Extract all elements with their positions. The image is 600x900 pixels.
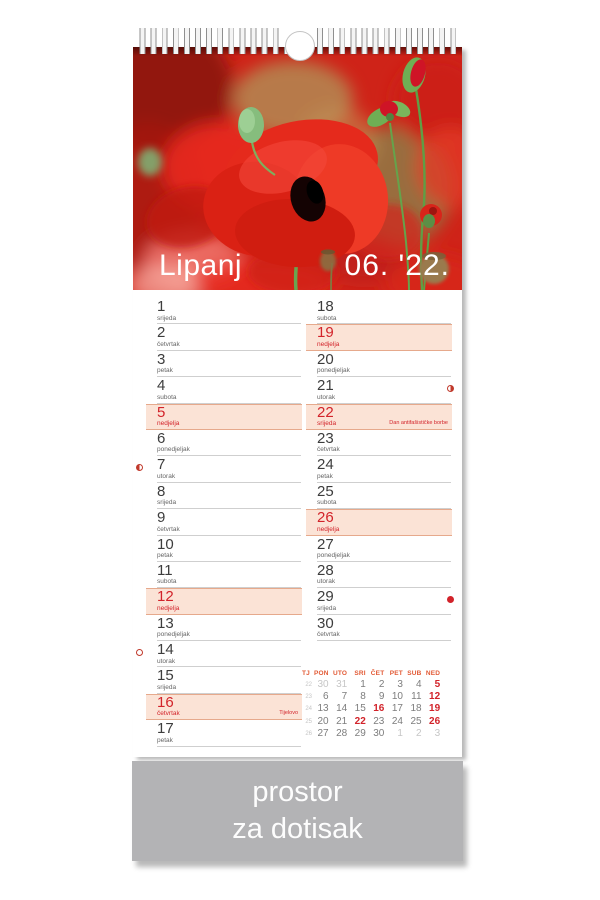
day-rule [317, 640, 451, 641]
month-title: Lipanj [159, 249, 243, 282]
day-row [306, 615, 452, 641]
day-number: 3 [157, 350, 166, 368]
mini-cal-day-cell: 30 [317, 679, 329, 690]
day-row [146, 562, 302, 588]
day-row [306, 377, 452, 403]
day-number: 5 [157, 403, 166, 421]
week-number: 26 [305, 730, 312, 737]
day-name: srijeda [157, 314, 177, 322]
day-row [306, 588, 452, 614]
mini-month-grid [300, 668, 444, 740]
day-row [146, 694, 302, 720]
week-number: 24 [305, 706, 312, 713]
day-number: 22 [317, 403, 334, 421]
day-name: srijeda [157, 499, 177, 507]
day-name: nedjelja [317, 340, 340, 348]
day-row [146, 483, 302, 509]
moon-phase-icon [136, 649, 143, 656]
day-number: 18 [317, 298, 334, 315]
day-row [306, 456, 452, 482]
moon-phase-icon [136, 464, 143, 471]
day-row [306, 298, 452, 324]
day-name: četvrtak [317, 446, 340, 454]
day-number: 11 [157, 561, 173, 579]
day-number: 29 [317, 588, 334, 606]
day-row [306, 430, 452, 456]
mini-cal-day-cell: 6 [323, 691, 329, 703]
day-number: 15 [157, 667, 174, 685]
day-number: 4 [157, 377, 166, 395]
mini-cal-day-cell: 11 [411, 691, 422, 703]
day-name: subota [317, 314, 337, 322]
mini-cal-day-cell: 28 [336, 727, 348, 739]
header-photo [133, 47, 462, 290]
mini-cal-header-cell: NED [425, 670, 441, 677]
day-row [146, 536, 302, 562]
day-name: srijeda [157, 683, 177, 691]
mini-cal-header-cell: UTO [332, 670, 348, 677]
mini-cal-day-cell: 16 [373, 703, 385, 715]
day-row [146, 588, 302, 614]
day-name: nedjelja [157, 604, 180, 612]
day-row [146, 430, 302, 456]
mini-cal-day-cell: 25 [410, 715, 422, 727]
day-name: nedjelja [317, 525, 340, 533]
day-name: petak [157, 552, 173, 560]
week-number: 22 [305, 682, 312, 688]
week-number: 23 [305, 694, 312, 701]
day-number: 25 [317, 482, 334, 500]
day-name: subota [317, 499, 337, 507]
year-title: 06. '22. [344, 249, 450, 282]
day-number: 7 [157, 456, 166, 474]
day-name: ponedjeljak [317, 552, 350, 560]
mini-cal-day-cell: 1 [397, 727, 403, 739]
mini-cal-header-cell: PON [314, 670, 329, 677]
mini-cal-day-cell: 3 [397, 679, 403, 690]
mini-cal-day-cell: 21 [336, 715, 348, 727]
day-row [306, 562, 452, 588]
day-name: ponedjeljak [157, 446, 190, 454]
mini-cal-header-cell: PET [389, 670, 403, 677]
mini-cal-day-cell: 2 [416, 727, 422, 739]
day-name: utorak [317, 578, 336, 586]
mini-cal-day-cell: 12 [429, 691, 441, 703]
week-number: 25 [305, 718, 312, 725]
day-row [146, 720, 302, 746]
mini-cal-day-cell: 18 [410, 703, 422, 715]
overprint-area [132, 761, 463, 861]
day-number: 9 [157, 509, 166, 527]
overprint-line1: prostor [252, 776, 343, 808]
day-row [306, 483, 452, 509]
day-number: 13 [157, 614, 174, 632]
day-row [306, 536, 452, 562]
day-row [146, 615, 302, 641]
day-row [146, 641, 302, 667]
mini-cal-day-cell: 13 [317, 703, 329, 715]
day-name: utorak [317, 393, 336, 401]
day-number: 24 [317, 456, 334, 474]
mini-cal-day-cell: 19 [429, 703, 441, 715]
day-name: četvrtak [317, 631, 340, 639]
hanger-hole [285, 31, 315, 61]
mini-cal-day-cell: 26 [429, 715, 441, 727]
day-name: petak [157, 736, 173, 744]
day-column-right [306, 298, 452, 641]
moon-phase-icon [447, 596, 454, 603]
mini-cal-day-cell: 8 [360, 691, 366, 703]
day-number: 28 [317, 561, 334, 579]
day-name: ponedjeljak [157, 631, 190, 639]
mini-cal-header-cell: SRI [354, 670, 366, 677]
mini-cal-day-cell: 30 [373, 727, 385, 739]
mini-cal-day-cell: 24 [391, 715, 403, 727]
day-name: petak [317, 472, 333, 480]
day-name: srijeda [317, 420, 337, 428]
day-number: 6 [157, 429, 166, 447]
day-number: 30 [317, 614, 334, 632]
day-name: četvrtak [157, 340, 180, 348]
mini-cal-day-cell: 4 [416, 679, 422, 690]
mini-cal-day-cell: 3 [434, 727, 441, 739]
day-row [146, 456, 302, 482]
overprint-line2: za dotisak [232, 813, 363, 845]
mini-cal-day-cell: 5 [434, 679, 441, 690]
day-number: 10 [157, 535, 174, 553]
day-number: 2 [157, 324, 166, 342]
day-number: 20 [317, 350, 334, 368]
day-row [146, 298, 302, 324]
mini-cal-day-cell: 20 [317, 715, 329, 727]
mini-cal-day-cell: 7 [341, 691, 348, 703]
mini-cal-day-cell: 9 [378, 691, 385, 703]
day-name: četvrtak [157, 710, 180, 718]
day-row [306, 324, 452, 350]
mini-cal-day-cell: 17 [391, 703, 403, 715]
day-number: 21 [317, 377, 334, 395]
day-row [146, 324, 302, 350]
day-row [146, 404, 302, 430]
mini-cal-day-cell: 22 [354, 715, 366, 727]
mini-cal-day-cell: 14 [336, 703, 348, 715]
holiday-label: Tijelovo [279, 710, 298, 717]
day-row [146, 351, 302, 377]
day-number: 19 [317, 324, 334, 342]
day-row [306, 404, 452, 430]
day-number: 26 [317, 509, 334, 527]
day-number: 12 [157, 588, 174, 606]
mini-cal-day-cell: 23 [373, 715, 385, 727]
day-row [146, 667, 302, 693]
day-name: subota [157, 393, 177, 401]
day-name: četvrtak [157, 525, 180, 533]
day-number: 16 [157, 693, 174, 711]
day-number: 8 [157, 482, 166, 500]
mini-cal-day-cell: 10 [391, 691, 403, 703]
calendar-page [133, 47, 462, 757]
day-row [146, 377, 302, 403]
day-number: 27 [317, 535, 334, 553]
mini-cal-day-cell: 27 [317, 727, 329, 739]
day-name: utorak [157, 472, 176, 480]
day-column-left [146, 298, 302, 747]
mini-cal-day-cell: 15 [354, 703, 366, 715]
day-row [306, 351, 452, 377]
day-row [146, 509, 302, 535]
day-number: 23 [317, 429, 334, 447]
mini-cal-header-cell: SUB [407, 670, 422, 677]
day-name: nedjelja [157, 420, 180, 428]
day-number: 17 [157, 720, 174, 738]
day-number: 1 [157, 298, 166, 315]
holiday-label: Dan antifašističke borbe [389, 419, 448, 426]
mini-cal-day-cell: 29 [354, 727, 366, 739]
day-number: 14 [157, 641, 174, 659]
mini-cal-day-cell: 31 [336, 679, 348, 690]
day-name: srijeda [317, 604, 337, 612]
day-name: petak [157, 367, 173, 375]
day-name: ponedjeljak [317, 367, 350, 375]
day-row [306, 509, 452, 535]
mini-cal-day-cell: 1 [360, 679, 366, 690]
day-name: subota [157, 578, 177, 586]
mini-cal-day-cell: 2 [378, 679, 385, 690]
mini-cal-header-cell: ČET [370, 670, 385, 677]
day-name: utorak [157, 657, 176, 665]
day-rule [157, 746, 301, 747]
moon-phase-icon [447, 385, 454, 392]
mini-cal-header-cell: TJ [302, 670, 310, 677]
